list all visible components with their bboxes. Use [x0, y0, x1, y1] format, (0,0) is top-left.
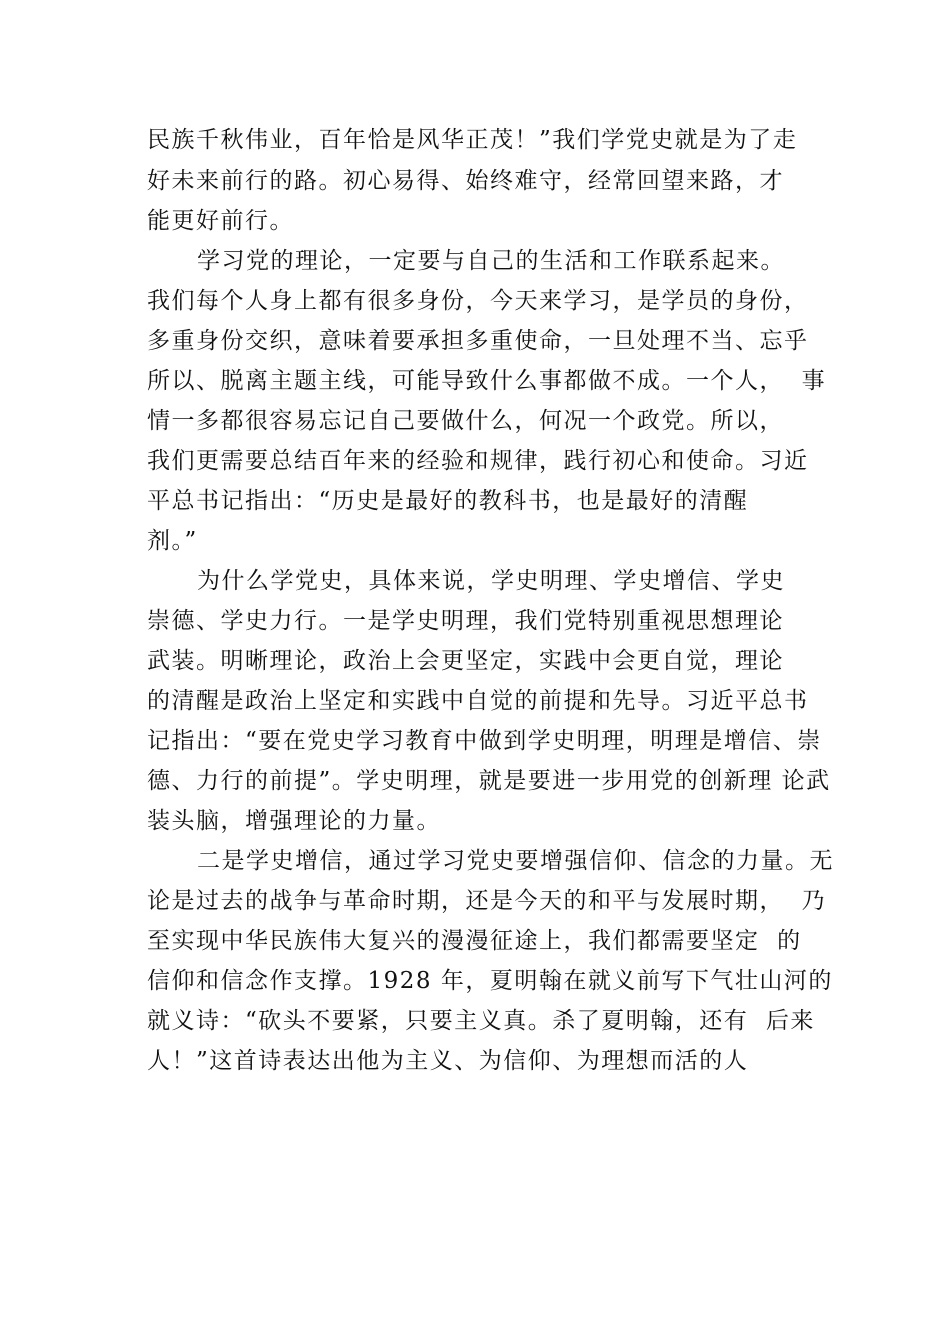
- paragraph-4-line-4: 信仰和信念作支撑。1928 年，夏明翰在就义前写下气壮山河的: [147, 968, 833, 994]
- paragraph-1-line-1: 民族千秋伟业，百年恰是风华正茂！”我们学党史就是为了走: [147, 127, 798, 153]
- paragraph-3-line-4: 的清醒是政治上坚定和实践中自觉的前提和先导。习近平总书: [147, 688, 809, 714]
- paragraph-3-line-7: 装头脑，增强理论的力量。: [147, 808, 441, 834]
- paragraph-3-line-3: 武装。明晰理论，政治上会更坚定，实践中会更自觉，理论: [147, 648, 784, 674]
- paragraph-4-line-3: 至实现中华民族伟大复兴的漫漫征途上，我们都需要坚定 的: [147, 928, 802, 954]
- paragraph-1-line-3: 能更好前行。: [147, 208, 294, 234]
- paragraph-2-line-4: 所以、脱离主题主线，可能导致什么事都做不成。一个人， 事: [147, 368, 827, 394]
- paragraph-2-line-7: 平总书记指出：“历史是最好的教科书，也是最好的清醒: [147, 488, 749, 514]
- paragraph-4-line-1: 二是学史增信，通过学习党史要增强信仰、信念的力量。无: [197, 848, 834, 874]
- paragraph-2-line-1: 学习党的理论，一定要与自己的生活和工作联系起来。: [197, 248, 785, 274]
- paragraph-2-line-5: 情一多都很容易忘记自己要做什么，何况一个政党。所以，: [147, 408, 784, 434]
- paragraph-2-line-8: 剂。”: [147, 528, 198, 554]
- paragraph-3-line-5: 记指出：“要在党史学习教育中做到学史明理，明理是增信、崇: [147, 728, 822, 754]
- paragraph-4-line-2: 论是过去的战争与革命时期，还是今天的和平与发展时期， 乃: [147, 888, 827, 914]
- paragraph-1-line-2: 好未来前行的路。初心易得、始终难守，经常回望来路，才: [147, 168, 784, 194]
- paragraph-3-line-1: 为什么学党史，具体来说，学史明理、学史增信、学史: [197, 568, 785, 594]
- paragraph-4-line-5: 就义诗：“砍头不要紧，只要主义真。杀了夏明翰，还有 后来: [147, 1008, 815, 1034]
- paragraph-2-line-3: 多重身份交织，意味着要承担多重使命，一旦处理不当、忘乎: [147, 328, 809, 354]
- paragraph-3-line-2: 崇德、学史力行。一是学史明理，我们党特别重视思想理论: [147, 608, 784, 634]
- paragraph-4-line-6: 人！”这首诗表达出他为主义、为信仰、为理想而活的人: [147, 1048, 749, 1074]
- paragraph-2-line-6: 我们更需要总结百年来的经验和规律，践行初心和使命。习近: [147, 448, 809, 474]
- paragraph-3-line-6: 德、力行的前提”。学史明理，就是要进一步用党的创新理 论武: [147, 768, 831, 794]
- paragraph-2-line-2: 我们每个人身上都有很多身份，今天来学习，是学员的身份，: [147, 288, 809, 314]
